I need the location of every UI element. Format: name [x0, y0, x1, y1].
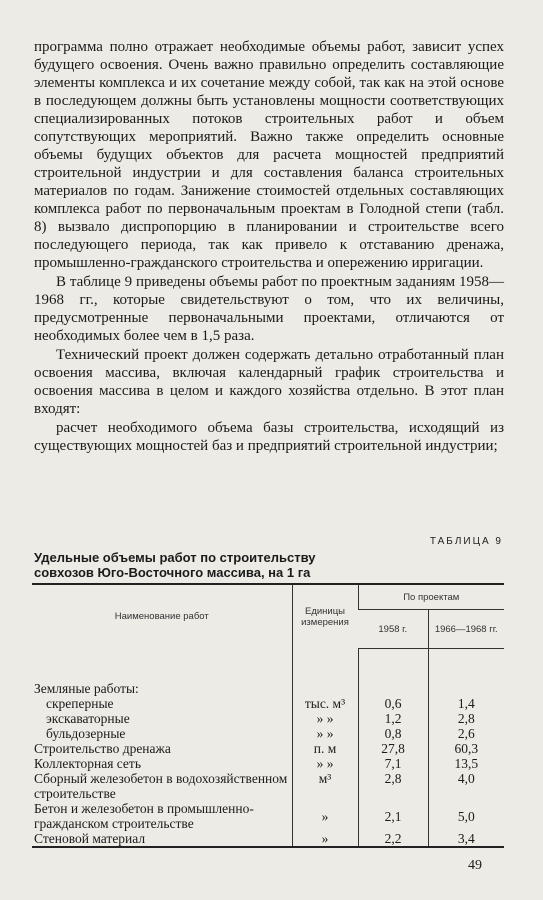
row-name: скреперные — [46, 696, 114, 711]
row-unit: » » — [292, 726, 358, 741]
row-value-1958 — [358, 681, 428, 696]
table-row — [32, 711, 504, 726]
row-unit: м³ — [292, 771, 358, 801]
paragraph: Технический проект должен содержать детально отработанный план освоения массива, включая календарный график строительства и освоения массива в целом и каждого хозяйства отдельно. В этот план входят: — [34, 347, 504, 417]
row-name: Коллекторная сеть — [34, 756, 141, 771]
table-row — [32, 696, 504, 711]
row-unit: тыс. м³ — [292, 696, 358, 711]
row-value-1966-1968: 1,4 — [428, 696, 504, 711]
table-row — [32, 741, 504, 756]
table-row — [32, 726, 504, 741]
table-row — [32, 681, 504, 696]
header-year-1958: 1958 г. — [358, 610, 428, 649]
row-value-1966-1968: 3,4 — [428, 831, 504, 847]
row-unit — [292, 681, 358, 696]
row-value-1966-1968: 5,0 — [428, 801, 504, 831]
table-title-line: Удельные объемы работ по строительству — [34, 550, 316, 565]
row-value-1966-1968 — [428, 681, 504, 696]
row-unit: » » — [292, 711, 358, 726]
row-value-1958: 2,8 — [358, 771, 428, 801]
row-value-1966-1968: 2,8 — [428, 711, 504, 726]
header-projects: По проектам — [358, 584, 504, 610]
row-value-1958: 0,6 — [358, 696, 428, 711]
table-row — [32, 771, 504, 801]
row-value-1958: 1,2 — [358, 711, 428, 726]
row-unit: » — [292, 831, 358, 847]
header-year-1966-1968: 1966—1968 гг. — [428, 610, 504, 649]
row-name: Строительство дренажа — [34, 741, 171, 756]
row-value-1958: 2,2 — [358, 831, 428, 847]
page-number: 49 — [468, 858, 482, 873]
row-value-1966-1968: 4,0 — [428, 771, 504, 801]
table-row — [32, 801, 504, 831]
paragraph: программа полно отражает необходимые объемы работ, зависит успех будущего освоения. Очень важно правильно определить составляющие элементы комплекса и их сочетание между собой, так как на этой основе в последующем должны быть установлены мощности соответствующих специализированных потоков строительных работ и объем сопутствующих мероприятий. Важно также определить основные объемы будущих объектов для расчета мощностей предприятий строительной индустрии и для составления баланса строительных материалов по годам. Занижение стоимостей отдельных составляющих комплекса работ по первоначальным проектам в Голодной степи (табл. 8) вызвало диспропорцию в планировании и строительстве всего последующего периода, так как привело к отставанию дренажа, промышленно-гражданского строительства и опережению ирригации. — [34, 39, 504, 271]
volumes-table — [32, 583, 504, 848]
table-row — [32, 831, 504, 847]
row-value-1966-1968: 60,3 — [428, 741, 504, 756]
table-label: ТАБЛИЦА 9 — [429, 536, 503, 547]
row-value-1958: 0,8 — [358, 726, 428, 741]
body-text — [34, 38, 504, 455]
row-name: Стеновой материал — [32, 831, 292, 847]
row-value-1966-1968: 13,5 — [428, 756, 504, 771]
row-value-1958: 27,8 — [358, 741, 428, 756]
row-unit: » » — [292, 756, 358, 771]
row-name: Сборный железобетон в водохозяйственном строительстве — [34, 771, 288, 801]
row-value-1958: 7,1 — [358, 756, 428, 771]
row-unit: » — [292, 801, 358, 831]
paragraph: расчет необходимого объема базы строительства, исходящий из существующих мощностей баз и предприятий строительной индустрии; — [34, 420, 504, 454]
row-name: Земляные работы: — [34, 681, 139, 696]
row-name: бульдозерные — [46, 726, 126, 741]
header-unit: Единицы измерения — [292, 584, 358, 649]
header-name: Наименование работ — [32, 584, 292, 649]
table-title-line: совхозов Юго-Восточного массива, на 1 га — [34, 565, 311, 580]
row-unit: п. м — [292, 741, 358, 756]
row-value-1958: 2,1 — [358, 801, 428, 831]
table-title — [34, 550, 434, 580]
paragraph: В таблице 9 приведены объемы работ по проектным заданиям 1958—1968 гг., которые свидетельствуют о том, что их величины, предусмотренные первоначальными проектами, отличаются от необходимых более чем в 1,5 раза. — [34, 274, 504, 344]
row-name: Бетон и железобетон в промышленно-гражданском строительстве — [34, 801, 254, 831]
table-row — [32, 756, 504, 771]
row-value-1966-1968: 2,6 — [428, 726, 504, 741]
row-name: экскаваторные — [46, 711, 130, 726]
